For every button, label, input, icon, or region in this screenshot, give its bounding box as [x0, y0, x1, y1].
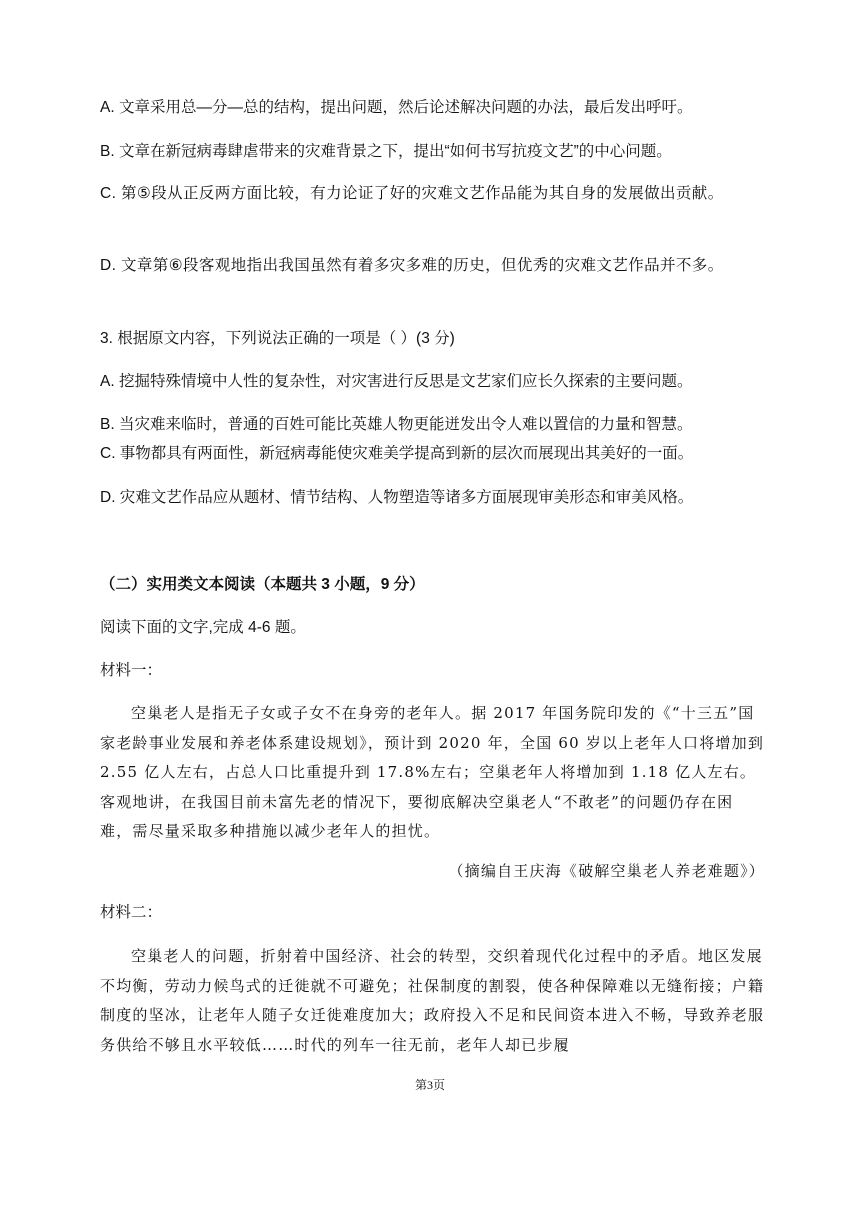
q3-option-a: A. 挖掘特殊情境中人性的复杂性，对灾害进行反思是文艺家们应长久探索的主要问题。 — [100, 373, 693, 390]
q2-option-b: B. 文章在新冠病毒肆虐带来的灾难背景之下，提出“如何书写抗疫文艺”的中心问题。 — [100, 143, 672, 160]
section-heading: （二）实用类文本阅读（本题共 3 小题，9 分） — [100, 576, 425, 593]
q3-option-d: D. 灾难文艺作品应从题材、情节结构、人物塑造等诸多方面展现审美形态和审美风格。 — [100, 489, 694, 506]
material-1-label: 材料一： — [100, 662, 163, 679]
q2-option-d: D. 文章第⑥段客观地指出我国虽然有着多灾多难的历史，但优秀的灾难文艺作品并不多。 — [100, 257, 724, 274]
q3-option-c: C. 事物都具有两面性，新冠病毒能使灾难美学提高到新的层次而展现出其美好的一面。 — [100, 445, 694, 462]
material-2-label: 材料二： — [100, 904, 163, 921]
section-instruction: 阅读下面的文字,完成 4-6 题。 — [100, 619, 306, 636]
q3-option-b: B. 当灾难来临时，普通的百姓可能比英雄人物更能迸发出令人难以置信的力量和智慧。 — [100, 416, 693, 433]
material-1-source: （摘编自王庆海《破解空巢老人养老难题》） — [448, 862, 765, 880]
page-number: 第3页 — [414, 1078, 445, 1092]
question-3-stem: 3. 根据原文内容，下列说法正确的一项是（ ）(3 分) — [100, 330, 455, 347]
q2-option-a: A. 文章采用总—分—总的结构，提出问题，然后论述解决问题的办法，最后发出呼吁。 — [100, 99, 693, 116]
material-2-paragraph: 空巢老人的问题，折射着中国经济、社会的转型，交织着现代化过程中的矛盾。地区发展不均衡，劳动力候鸟式的迁徙就不可避免；社保制度的割裂，使各种保障难以无缝衔接；户籍制度的坚冰，让老年人随子女迁徙难度加大；政府投入不足和民间资本进入不畅，导致养老服务供给不够且水平较低……时代的列车一往无前，老年人却已步履 — [100, 947, 765, 1054]
material-1-paragraph: 空巢老人是指无子女或子女不在身旁的老年人。据 2017 年国务院印发的《“十三五”国家老龄事业发展和养老体系建设规划》，预计到 2020 年，全国 60 岁以上老年人口将增加到 2.55 亿人左右，占总人口比重提升到 17.8%左右；空巢老年人将增加到 1.18 亿人左右。客观地讲，在我国目前未富先老的情况下，要彻底解决空巢老人“不敢老”的问题仍存在困难，需尽量采取多种措施以减少老年人的担忧。 — [100, 704, 765, 840]
q2-option-c: C. 第⑤段从正反两方面比较，有力论证了好的灾难文艺作品能为其自身的发展做出贡献。 — [100, 185, 724, 202]
